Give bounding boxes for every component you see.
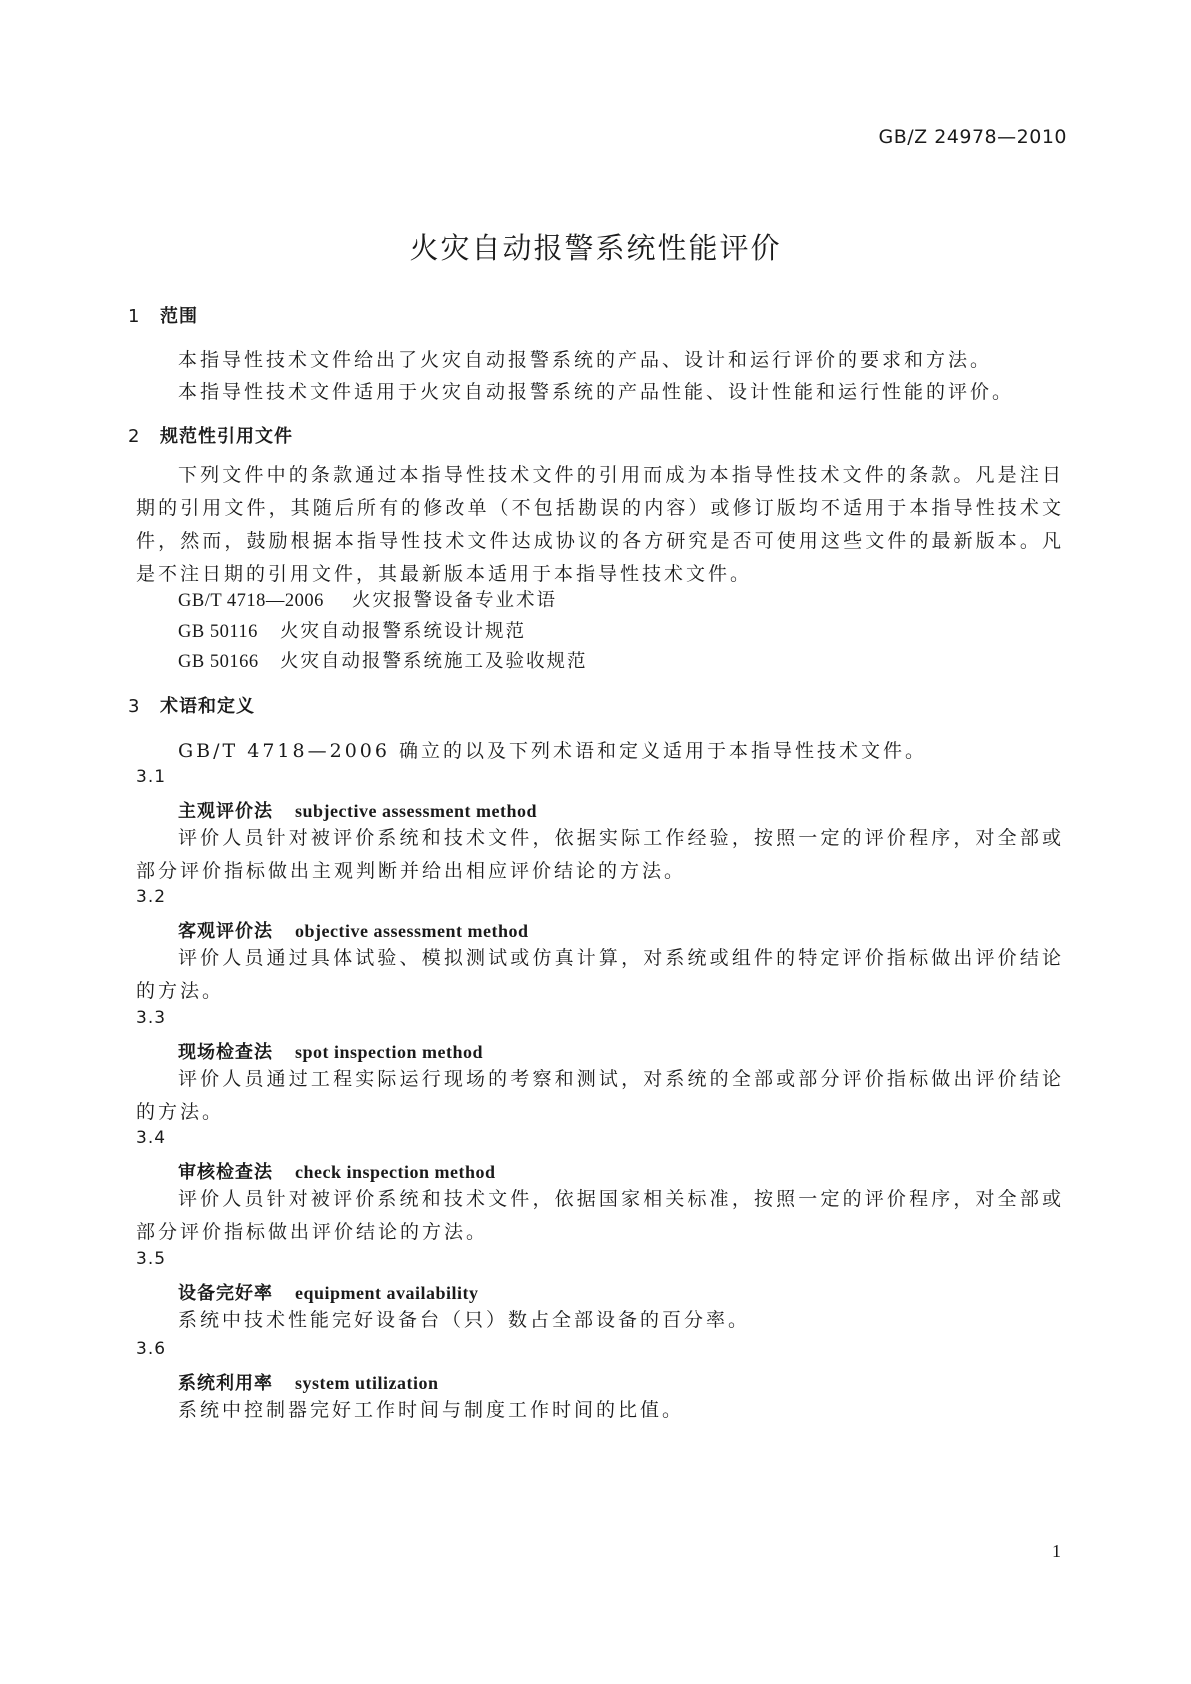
normative-references-paragraph: 下列文件中的条款通过本指导性技术文件的引用而成为本指导性技术文件的条款。凡是注日期的引用文件，其随后所有的修改单（不包括勘误的内容）或修订版均不适用于本指导性技术文件，然而，鼓励根据本指导性技术文件达成协议的各方研究是否可使用这些文件的最新版本。凡是不注日期的引用文件，其最新版本适用于本指导性技术文件。	[136, 464, 1064, 585]
term-zh: 设备完好率	[178, 1283, 273, 1304]
reference-title: 火灾报警设备专业术语	[352, 590, 558, 611]
term-en: objective assessment method	[295, 921, 529, 941]
term-en: check inspection method	[295, 1162, 496, 1182]
term-en: system utilization	[295, 1373, 439, 1393]
section-title: 范围	[160, 306, 198, 327]
term-heading	[178, 917, 528, 943]
section-title: 规范性引用文件	[160, 426, 293, 447]
section-title: 术语和定义	[160, 696, 255, 717]
document-title: 火灾自动报警系统性能评价	[409, 231, 782, 265]
term-number: 3.5	[136, 1249, 167, 1269]
term-number: 3.1	[136, 767, 167, 787]
reference-code: GB/T 4718—2006	[178, 591, 324, 611]
paragraph: 本指导性技术文件给出了火灾自动报警系统的产品、设计和运行评价的要求和方法。	[178, 349, 993, 371]
term-zh: 现场检查法	[178, 1042, 273, 1063]
reference-code: GB 50166	[178, 652, 259, 672]
paragraph: 本指导性技术文件适用于火灾自动报警系统的产品性能、设计性能和运行性能的评价。	[178, 381, 1015, 403]
reference-title: 火灾自动报警系统施工及验收规范	[280, 651, 588, 672]
standard-number: GB/Z 24978—2010	[878, 126, 1067, 148]
term-heading	[178, 1279, 479, 1305]
term-definition: 评价人员针对被评价系统和技术文件，依据实际工作经验，按照一定的评价程序，对全部或部分评价指标做出主观判断并给出相应评价结论的方法。	[136, 827, 1064, 882]
section-number: 1	[128, 306, 141, 327]
section-number: 2	[128, 426, 141, 447]
term-heading	[178, 1038, 483, 1064]
term-definition: 系统中控制器完好工作时间与制度工作时间的比值。	[178, 1399, 685, 1421]
section-1-heading	[128, 302, 198, 328]
term-definition: 系统中技术性能完好设备台（只）数占全部设备的百分率。	[178, 1309, 751, 1331]
section-number: 3	[128, 696, 141, 717]
term-number: 3.4	[136, 1128, 167, 1148]
term-number: 3.6	[136, 1339, 167, 1359]
term-en: equipment availability	[295, 1283, 479, 1303]
term-zh: 客观评价法	[178, 921, 273, 942]
term-definition: 评价人员通过工程实际运行现场的考察和测试，对系统的全部或部分评价指标做出评价结论的方法。	[136, 1068, 1064, 1123]
reference-item	[178, 617, 526, 643]
section-2-heading	[128, 422, 293, 448]
term-zh: 主观评价法	[178, 801, 273, 822]
reference-item	[178, 586, 557, 612]
term-en: subjective assessment method	[295, 801, 537, 821]
reference-title: 火灾自动报警系统设计规范	[280, 621, 527, 642]
section-3-heading	[128, 692, 255, 718]
term-number: 3.3	[136, 1008, 167, 1028]
reference-code: GB 50116	[178, 622, 258, 642]
reference-item	[178, 647, 588, 673]
term-heading	[178, 797, 537, 823]
term-definition: 评价人员通过具体试验、模拟测试或仿真计算，对系统或组件的特定评价指标做出评价结论的方法。	[136, 947, 1064, 1002]
term-zh: 审核检查法	[178, 1162, 273, 1183]
term-heading	[178, 1369, 439, 1395]
term-en: spot inspection method	[295, 1042, 484, 1062]
term-heading	[178, 1158, 496, 1184]
page-number: 1	[1052, 1541, 1061, 1561]
term-number: 3.2	[136, 887, 167, 907]
term-zh: 系统利用率	[178, 1373, 273, 1394]
term-definition: 评价人员针对被评价系统和技术文件，依据国家相关标准，按照一定的评价程序，对全部或部分评价指标做出评价结论的方法。	[136, 1188, 1064, 1243]
terms-intro: GB/T 4718—2006 确立的以及下列术语和定义适用于本指导性技术文件。	[178, 740, 928, 762]
